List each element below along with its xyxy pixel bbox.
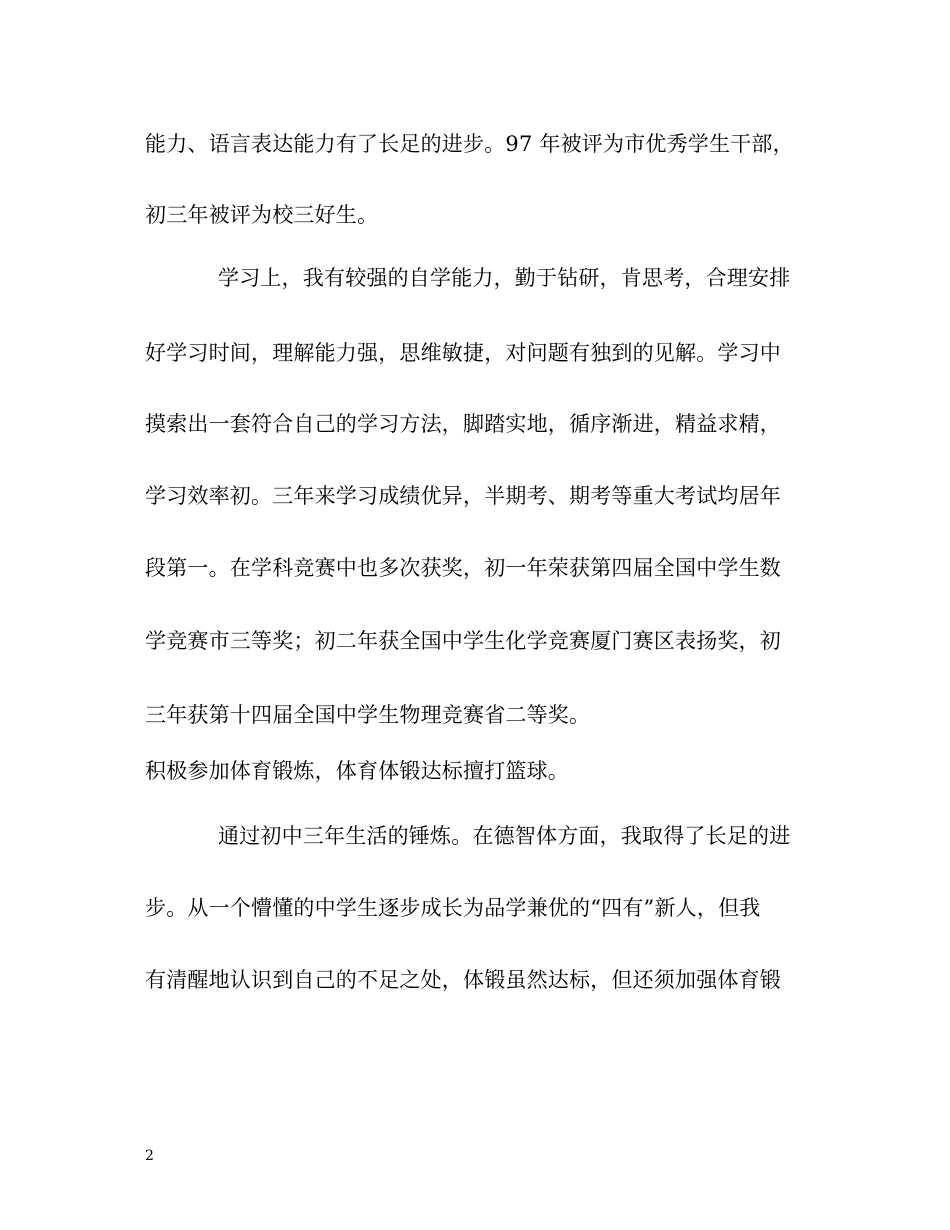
text-line: 学竞赛市三等奖；初二年获全国中学生化学竞赛厦门赛区表扬奖，初 xyxy=(145,629,781,653)
text-line: 好学习时间，理解能力强，思维敏捷，对问题有独到的见解。学习中 xyxy=(145,341,781,365)
page-number: 2 xyxy=(145,1148,154,1164)
text-line: 三年获第十四届全国中学生物理竞赛省二等奖。 xyxy=(145,703,591,727)
text-line: 有清醒地认识到自己的不足之处，体锻虽然达标，但还须加强体育锻 xyxy=(145,968,781,992)
text-line: 步。从一个懵懂的中学生逐步成长为品学兼优的“四有”新人，但我 xyxy=(145,896,761,920)
paragraph-start-line: 学习上，我有较强的自学能力，勤于钻研，肯思考，合理安排 xyxy=(218,266,791,290)
paragraph-start-line: 通过初中三年生活的锤炼。在德智体方面，我取得了长足的进 xyxy=(218,824,791,848)
text-line: 段第一。在学科竞赛中也多次获奖，初一年荣获第四届全国中学生数 xyxy=(145,556,781,580)
text-line: 学习效率初。三年来学习成绩优异，半期考、期考等重大考试均居年 xyxy=(145,484,781,508)
text-line: 摸索出一套符合自己的学习方法，脚踏实地，循序渐进，精益求精， xyxy=(145,412,781,436)
text-line: 能力、语言表达能力有了长足的进步。97 年被评为市优秀学生干部， xyxy=(145,132,794,156)
text-line: 初三年被评为校三好生。 xyxy=(145,203,379,227)
text-line: 积极参加体育锻炼，体育体锻达标擅打篮球。 xyxy=(145,759,569,783)
